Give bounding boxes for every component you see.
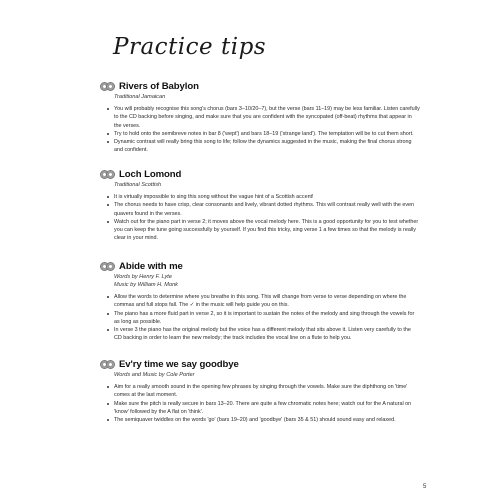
tips-list <box>100 105 420 155</box>
section-loch-lomond <box>100 167 420 243</box>
credit-line: Traditional Jamaican <box>114 94 166 100</box>
page-title: Practice tips <box>113 34 267 60</box>
section-rivers-of-babylon <box>100 79 420 155</box>
tip-item: You will probably recognise this song's chorus (bars 3–10/20–7), but the verse (bars 11–19) may be less familiar. Listen carefully to the CD backing before singing, and make sure that you are confident with the syncopated (off-beat) rhythms that appear in the verses. <box>100 105 420 130</box>
cd-track-icon <box>100 82 115 91</box>
credit-line: Traditional Scottish <box>114 182 162 188</box>
section-title: Loch Lomond <box>119 168 182 180</box>
cd-track-icon <box>100 170 115 179</box>
tip-item: Aim for a really smooth sound in the opening few phrases by singing through the vowels. Make sure the diphthong on 'time' comes at the last moment. <box>100 383 420 400</box>
tip-item: Dynamic contrast will really bring this song to life; follow the dynamics suggested in the music, making the final chorus strong and confident. <box>100 138 420 155</box>
credit-line-music: Music by William H. Monk <box>114 282 178 288</box>
credit-line-words: Words by Henry F. Lyte <box>114 274 172 280</box>
page-number: 5 <box>423 484 427 490</box>
tip-item: The semiquaver twiddles on the words 'go' (bars 19–20) and 'goodbye' (bars 35 & 51) should sound easy and relaxed. <box>100 416 420 424</box>
tip-item: It is virtually impossible to sing this song without the vague hint of a Scottish accent! <box>100 193 420 201</box>
section-title: Rivers of Babylon <box>119 80 199 92</box>
tips-list <box>100 383 420 424</box>
section-title: Abide with me <box>119 260 183 272</box>
section-header <box>100 259 420 273</box>
tips-list <box>100 293 420 343</box>
section-header <box>100 167 420 181</box>
section-header <box>100 79 420 93</box>
tip-item: The piano has a more fluid part in verse 2, so it is important to sustain the notes of the melody and sing through the vowels for as long as possible. <box>100 310 420 327</box>
tips-list <box>100 193 420 243</box>
cd-track-icon <box>100 262 115 271</box>
section-evry-time-we-say-goodbye <box>100 357 420 424</box>
tip-item: Allow the words to determine where you breathe in this song. This will change from verse to verse depending on where the commas and full stops fall. The ✓ in the music will help guide you on this. <box>100 293 420 310</box>
tip-item: Try to hold onto the semibreve notes in bar 8 ('wept') and bars 18–19 ('strange land'). The temptation will be to cut them short. <box>100 130 420 138</box>
credit-line: Words and Music by Cole Porter <box>114 372 195 378</box>
section-abide-with-me <box>100 259 420 343</box>
tip-item: The chorus needs to have crisp, clear consonants and lively, vibrant dotted rhythms. This will contrast really well with the even quavers found in the verses. <box>100 201 420 218</box>
section-header <box>100 357 420 371</box>
tip-item: Watch out for the piano part in verse 2; it moves above the vocal melody here. This is a good opportunity for you to test whether you can keep the tune going successfully by yourself. If you find this tricky, sing verse 1 a few times so that the melody is really clear in your mind. <box>100 218 420 243</box>
tip-item: In verse 3 the piano has the original melody but the voice has a different melody that sits above it. Listen very carefully to the CD backing in order to learn the new melody; the track includes the vocal line on a flute to help you. <box>100 326 420 343</box>
tip-item: Make sure the pitch is really secure in bars 13–20. There are quite a few chromatic notes here; watch out for the A natural on 'know' followed by the A flat on 'think'. <box>100 400 420 417</box>
cd-track-icon <box>100 360 115 369</box>
section-title: Ev'ry time we say goodbye <box>119 358 239 370</box>
